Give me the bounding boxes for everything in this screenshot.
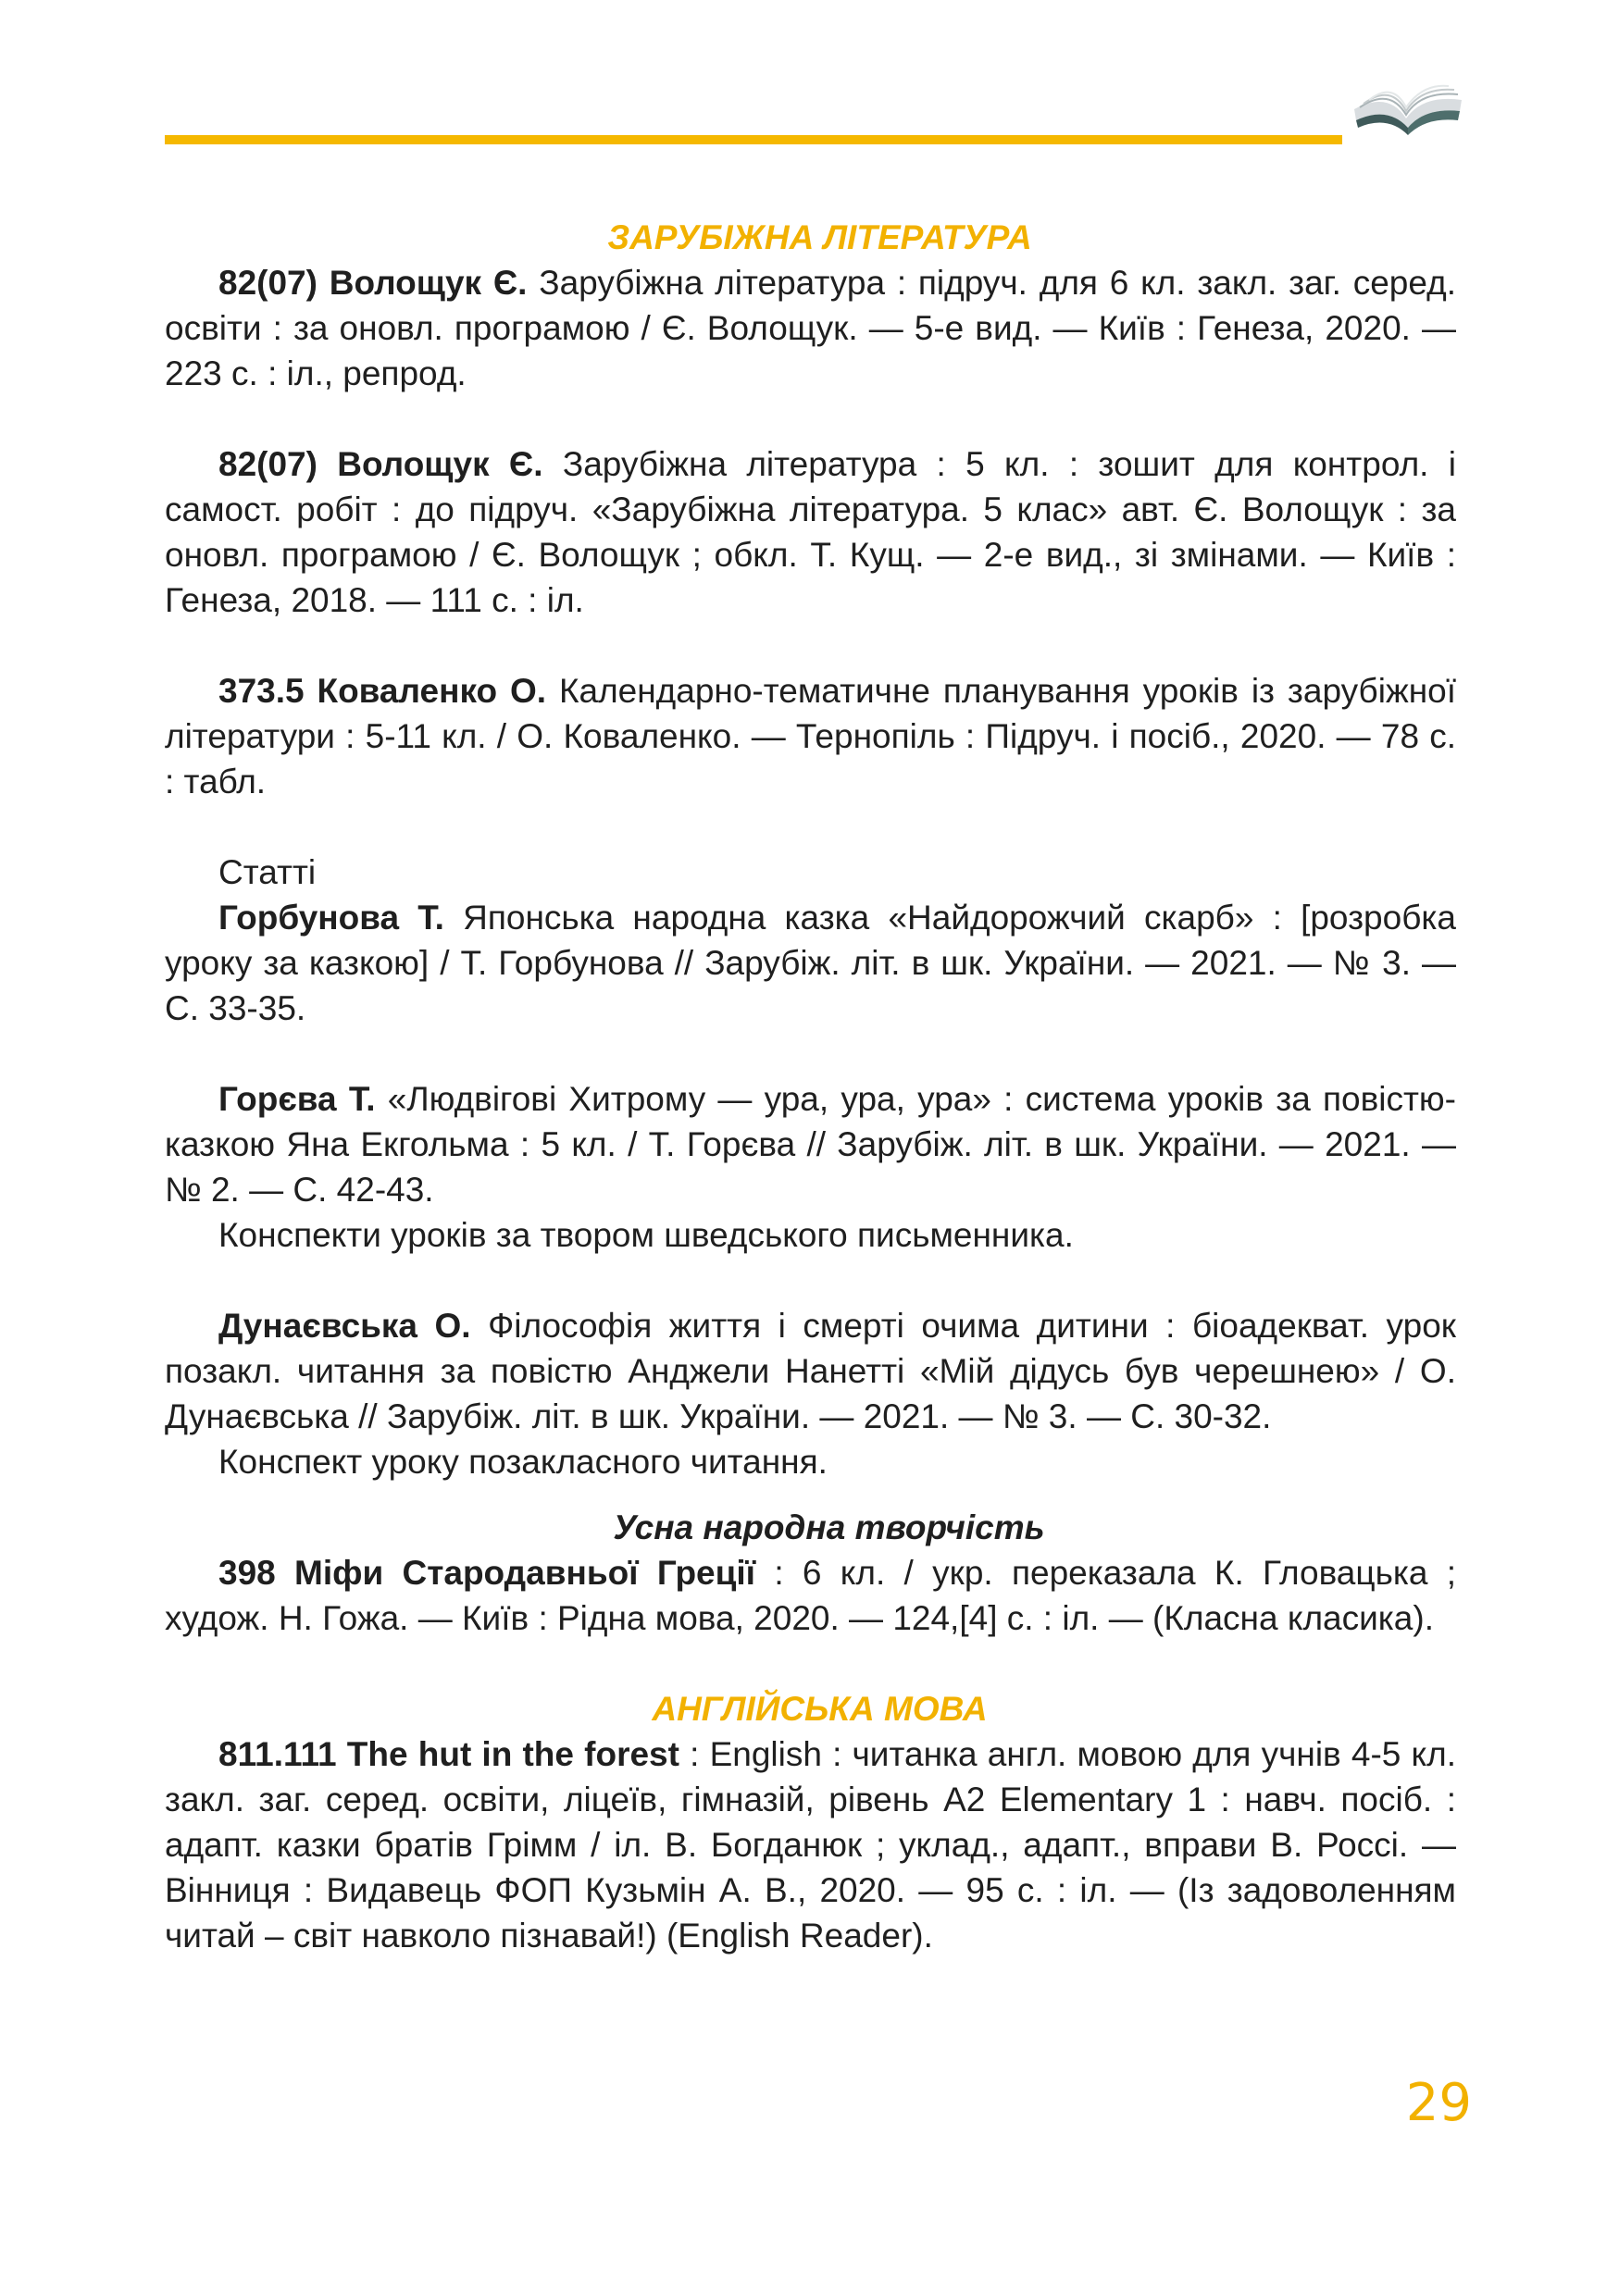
section-title-foreign-literature: ЗАРУБІЖНА ЛІТЕРАТУРА [607,218,1032,256]
entry-text: Японська народна казка «Найдорожчий скарб» : [розробка уроку за казкою] / Т. Горбунова // Зарубіж. літ. в шк. України. — 2021. — № 3. — С. 33-35. [165,899,1456,1027]
entry-text: Філософія життя і смерті очима дитини : біоадекват. урок позакл. читання за повістю Анджели Нанетті «Мій дідусь був черешнею» / О. Дунаєвська // Зарубіж. літ. в шк. України. — 2021. — № 3. — С. 30-32. [165,1307,1456,1435]
subsection-title-folk: Усна народна творчість [613,1508,1045,1546]
page-number: 29 [1405,2073,1472,2133]
entry-heading: Горєва Т. [218,1080,376,1118]
entry-note: Конспекти уроків за твором шведського письменника. [218,1216,1074,1254]
bibliography-content [165,215,1456,1958]
entry-heading: 398 Міфи Стародавньої Греції [218,1554,756,1592]
bib-entry [165,441,1456,623]
header-rule [165,135,1342,144]
bib-entry [165,1731,1456,1958]
bib-entry [165,260,1456,396]
bib-entry [165,895,1456,1031]
entry-heading: 811.111 The hut in the forest [218,1735,679,1773]
entry-heading: Дунаєвська О. [218,1307,471,1345]
bib-entry [165,1076,1456,1212]
entry-heading: Горбунова Т. [218,899,444,937]
entry-text: : English : читанка англ. мовою для учнів 4-5 кл. закл. заг. серед. освіти, ліцеїв, гімназій, рівень А2 Elementary 1 : навч. посіб. : адапт. казки братів Грімм / іл. В. Богданюк ; уклад., адапт., вправи В. Россі. — Вінниця : Видавець ФОП Кузьмін А. В., 2020. — 95 с. : іл. — (Із задоволенням читай – світ навколо пізнавай!) (English Reader). [165,1735,1456,1955]
entry-heading: 373.5 Коваленко О. [218,672,547,710]
bib-entry [165,1550,1456,1641]
entry-text: Зарубіжна література : підруч. для 6 кл. закл. заг. серед. освіти : за оновл. програмою / Є. Волощук. — 5-е вид. — Київ : Генеза, 2020. — 223 с. : іл., репрод. [165,264,1456,392]
entry-text: Зарубіжна література : 5 кл. : зошит для контрол. і самост. робіт : до підруч. «Зарубіжна література. 5 клас» авт. Є. Волощук : за оновл. програмою / Є. Волощук ; обкл. Т. Кущ. — 2-е вид., зі змінами. — Київ : Генеза, 2018. — 111 с. : іл. [165,445,1456,619]
bib-entry [165,668,1456,804]
entry-note: Конспект уроку позакласного читання. [218,1443,828,1481]
open-book-icon [1347,74,1467,167]
entry-text: «Людвігові Хитрому — ура, ура, ура» : система уроків за повістю-казкою Яна Екгольма : 5 кл. / Т. Горєва // Зарубіж. літ. в шк. України. — 2021. — № 2. — С. 42-43. [165,1080,1457,1209]
entry-heading: 82(07) Волощук Є. [218,445,543,483]
entry-text: : 6 кл. / укр. переказала К. Гловацька ; худож. Н. Гожа. — Київ : Рідна мова, 2020. — 124,[4] с. : іл. — (Класна класика). [165,1554,1456,1637]
articles-label: Статті [218,853,317,891]
bib-entry [165,1303,1456,1439]
section-title-english: АНГЛІЙСЬКА МОВА [652,1690,988,1728]
entry-heading: 82(07) Волощук Є. [218,264,528,302]
entry-text: Календарно-тематичне планування уроків із зарубіжної літератури : 5-11 кл. / О. Коваленко. — Тернопіль : Підруч. і посіб., 2020. — 78 с. : табл. [165,672,1456,800]
